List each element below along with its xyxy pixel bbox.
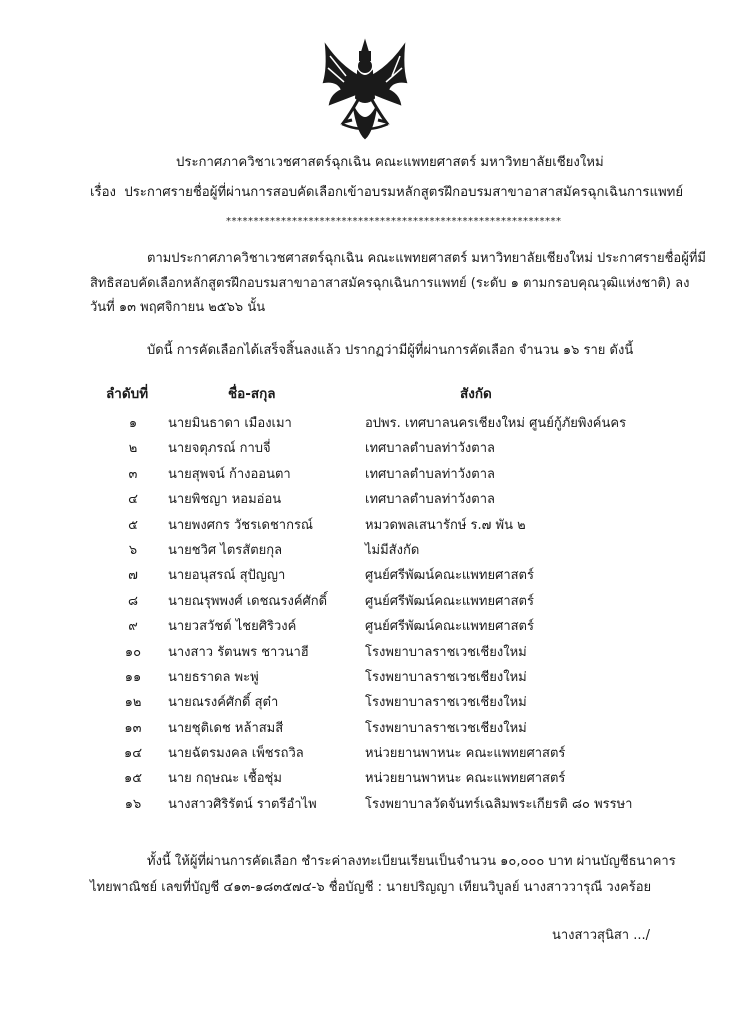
table-row [0,691,730,716]
results-table [0,412,730,818]
row-name: นางสาวศิริรัตน์ ราตรีอำไพ [168,796,317,812]
table-row [0,437,730,462]
header-no: ลำดับที่ [106,386,149,402]
row-affiliation: หน่วยยานพาหนะ คณะแพทยศาสตร์ [365,746,566,762]
row-affiliation: เทศบาลตำบลท่าวังตาล [365,441,495,457]
row-name: นายชุติเดช หล้าสมสี [168,720,284,736]
row-number: ๔ [128,492,138,508]
row-affiliation: โรงพยาบาลราชเวชเชียงใหม่ [365,720,527,736]
row-name: นายณรงค์ศักดิ์ สุต๋า [168,695,279,711]
payment-line1: ทั้งนี้ ให้ผู้ที่ผ่านการคัดเลือก ชำระค่าลงทะเบียนเรียนเป็นจำนวน ๑๐,๐๐๐ บาท ผ่านบัญชีธนาคาร [147,854,676,869]
row-affiliation: ศูนย์ศรีพัฒน์คณะแพทยศาสตร์ [365,619,534,635]
garuda-emblem-icon [318,38,412,142]
separator-line: ************************************************************* [226,216,562,227]
table-row [0,412,730,437]
row-name: นายจตุภรณ์ กาบจี่ [168,441,271,457]
row-affiliation: โรงพยาบาลวัดจันทร์เฉลิมพระเกียรติ ๘๐ พรรษา [365,796,633,812]
header-subject [90,181,683,202]
row-number: ๒ [128,441,138,457]
row-name: นาย กฤษณะ เชื้อชุ่ม [168,771,282,787]
row-affiliation: หมวดพลเสนารักษ์ ร.๗ พัน ๒ [365,517,526,533]
row-name: นายพิชญา หอมอ่อน [168,492,282,508]
intro-line2: สิทธิสอบคัดเลือกหลักสูตรฝึกอบรมสาขาอาสาสมัครฉุกเฉินการแพทย์ (ระดับ ๑ ตามกรอบคุณวุฒิแห่งชาติ) ลง [90,276,690,291]
row-affiliation: ศูนย์ศรีพัฒน์คณะแพทยศาสตร์ [365,593,534,609]
row-affiliation: โรงพยาบาลราชเวชเชียงใหม่ [365,644,527,660]
row-affiliation: หน่วยยานพาหนะ คณะแพทยศาสตร์ [365,771,566,787]
table-row [0,539,730,564]
row-number: ๑๑ [124,669,142,685]
table-row [0,463,730,488]
row-name: นายชวิศ ไตรสัตยกุล [168,542,283,558]
table-row [0,641,730,666]
row-number: ๑๒ [124,695,142,711]
table-row [0,793,730,818]
row-number: ๑๖ [124,796,142,812]
row-number: ๓ [128,466,138,482]
row-number: ๑๔ [123,746,143,762]
result-line: บัดนี้ การคัดเลือกได้เสร็จสิ้นลงแล้ว ปรากฏว่ามีผู้ที่ผ่านการคัดเลือก จำนวน ๑๖ ราย ดังนี้ [147,343,634,358]
row-number: ๖ [128,542,138,558]
row-name: นายณรุพพงศ์ เดชณรงค์ศักดิ์ [168,593,328,609]
row-number: ๙ [128,619,138,635]
row-affiliation: ศูนย์ศรีพัฒน์คณะแพทยศาสตร์ [365,568,534,584]
table-row [0,514,730,539]
row-name: นายสุพจน์ ก้างออนตา [168,466,291,482]
subject-label: เรื่อง [90,185,116,200]
table-row [0,488,730,513]
row-number: ๑๐ [124,644,142,660]
row-name: นายฉัตรมงคล เพ็ชรถวิล [168,746,304,762]
row-affiliation: ไม่มีสังกัด [365,542,420,558]
header-name: ชื่อ-สกุล [228,386,276,402]
row-number: ๗ [128,568,138,584]
row-affiliation: โรงพยาบาลราชเวชเชียงใหม่ [365,669,527,685]
row-affiliation: โรงพยาบาลราชเวชเชียงใหม่ [365,695,527,711]
row-name: นายธราดล พะพู่ [168,669,259,685]
table-row [0,564,730,589]
row-name: นางสาว รัตนพร ชาวนาฮี [168,644,309,660]
table-row [0,590,730,615]
table-row [0,666,730,691]
signoff-next-page: นางสาวสุนิสา .../ [551,928,650,943]
row-number: ๘ [127,593,139,609]
row-number: ๑๕ [123,771,143,787]
intro-line1: ตามประกาศภาควิชาเวชศาสตร์ฉุกเฉิน คณะแพทยศาสตร์ มหาวิทยาลัยเชียงใหม่ ประกาศรายชื่อผู้ที่มี [147,251,706,266]
intro-line3: วันที่ ๑๓ พฤศจิกายน ๒๕๖๖ นั้น [90,300,266,315]
row-name: นายอนุสรณ์ สุปัญญา [168,568,286,584]
row-number: ๑๓ [124,720,142,736]
row-number: ๕ [128,517,138,533]
table-row [0,767,730,792]
table-row [0,742,730,767]
row-affiliation: เทศบาลตำบลท่าวังตาล [365,492,495,508]
table-row [0,717,730,742]
row-name: นายมินธาดา เมืองเมา [168,416,292,431]
subject-text: ประกาศรายชื่อผู้ที่ผ่านการสอบคัดเลือกเข้าอบรมหลักสูตรฝึกอบรมสาขาอาสาสมัครฉุกเฉินการแพทย์ [124,185,684,200]
table-row [0,615,730,640]
header-affiliation: สังกัด [460,386,492,402]
row-name: นายวสวัชต์ ไชยศิริวงค์ [168,619,297,635]
row-name: นายพงศกร วัชรเดชากรณ์ [168,517,313,533]
row-number: ๑ [128,416,138,431]
header-line1: ประกาศภาควิชาเวชศาสตร์ฉุกเฉิน คณะแพทยศาสตร์ มหาวิทยาลัยเชียงใหม่ [176,155,604,170]
row-affiliation: อปพร. เทศบาลนครเชียงใหม่ ศูนย์กู้ภัยพิงค์นคร [365,416,627,431]
payment-line2: ไทยพาณิชย์ เลขที่บัญชี ๔๑๓-๑๘๓๕๗๔-๖ ชื่อบัญชี : นายปริญญา เทียนวิบูลย์ นางสาววารุณี วงคร้อย [90,880,652,895]
row-affiliation: เทศบาลตำบลท่าวังตาล [365,466,495,482]
